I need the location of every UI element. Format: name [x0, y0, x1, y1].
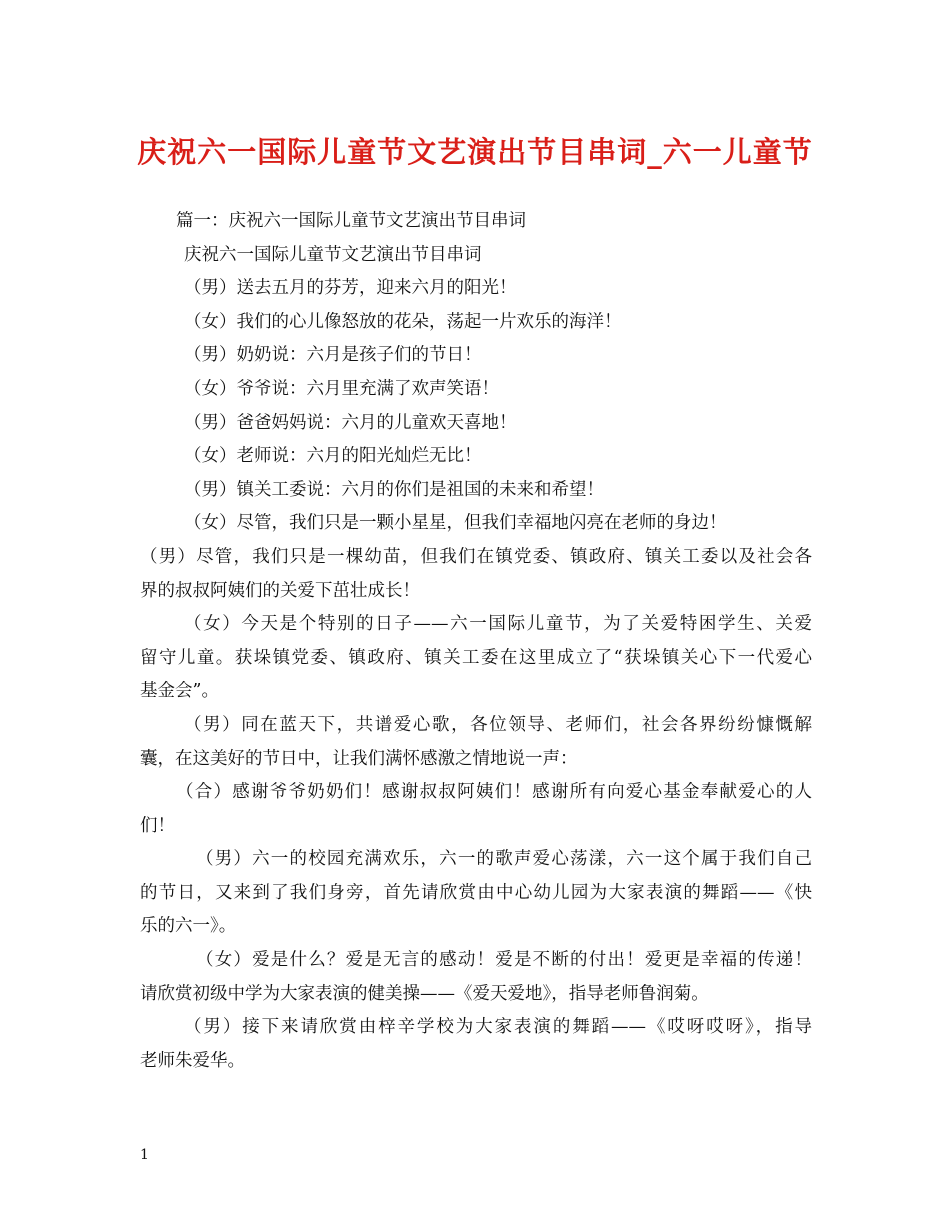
dialogue-line: （女）我们的心儿像怒放的花朵，荡起一片欢乐的海洋！: [184, 311, 622, 332]
dialogue-line-continued: 乐的六一》。: [140, 916, 237, 937]
dialogue-line-continued: 老师朱爱华。: [140, 1050, 245, 1071]
dialogue-line: （男）镇关工委说：六月的你们是祖国的未来和希望！: [184, 479, 604, 500]
document-title: 庆祝六一国际儿童节文艺演出节目串词_六一儿童节: [137, 135, 813, 169]
dialogue-line-continued: 基金会”。: [140, 681, 219, 702]
dialogue-line: （男）同在蓝天下，共谱爱心歌，各位领导、老师们，社会各界纷纷慷慨解: [184, 714, 812, 735]
dialogue-line: （合）感谢爷爷奶奶们！感谢叔叔阿姨们！感谢所有向爱心基金奉献爱心的人: [176, 782, 812, 803]
section-subtitle: 庆祝六一国际儿童节文艺演出节目串词: [184, 244, 482, 265]
dialogue-line: （女）爱是什么？爱是无言的感动！爱是不断的付出！爱更是幸福的传递！: [196, 950, 812, 971]
page-number: 1: [140, 1147, 149, 1163]
dialogue-line: （男）尽管，我们只是一棵幼苗，但我们在镇党委、镇政府、镇关工委以及社会各: [140, 546, 812, 567]
dialogue-line: （女）老师说：六月的阳光灿烂无比！: [184, 446, 482, 467]
dialogue-line: （男）爸爸妈妈说：六月的儿童欢天喜地！: [184, 412, 517, 433]
dialogue-line-continued: 留守儿童。获垛镇党委、镇政府、镇关工委在这里成立了“获垛镇关心下一代爱心: [140, 647, 812, 668]
dialogue-line: （男）奶奶说：六月是孩子们的节日！: [184, 345, 482, 366]
dialogue-line-continued: 界的叔叔阿姨们的关爱下茁壮成长！: [140, 580, 420, 601]
dialogue-line: （男）六一的校园充满欢乐，六一的歌声爱心荡漾，六一这个属于我们自己: [196, 849, 812, 870]
dialogue-line-continued: 囊，在这美好的节日中，让我们满怀感激之情地说一声：: [140, 748, 578, 769]
dialogue-line: （女）今天是个特别的日子——六一国际儿童节，为了关爱特困学生、关爱: [184, 614, 812, 635]
dialogue-line: （女）尽管，我们只是一颗小星星，但我们幸福地闪亮在老师的身边！: [184, 513, 727, 534]
dialogue-line: （男）接下来请欣赏由梓辛学校为大家表演的舞蹈——《哎呀哎呀》，指导: [184, 1017, 812, 1038]
dialogue-line: （女）爷爷说：六月里充满了欢声笑语！: [184, 378, 499, 399]
dialogue-line-continued: 的节日，又来到了我们身旁，首先请欣赏由中心幼儿园为大家表演的舞蹈——《快: [140, 882, 812, 903]
dialogue-line-continued: 请欣赏初级中学为大家表演的健美操——《爱天爱地》，指导老师鲁润菊。: [140, 983, 709, 1004]
dialogue-line: （男）送去五月的芬芳，迎来六月的阳光！: [184, 278, 517, 299]
section-heading: 篇一：庆祝六一国际儿童节文艺演出节目串词: [176, 211, 526, 231]
dialogue-line-continued: 们！: [140, 815, 175, 836]
document-body: [140, 205, 812, 1078]
